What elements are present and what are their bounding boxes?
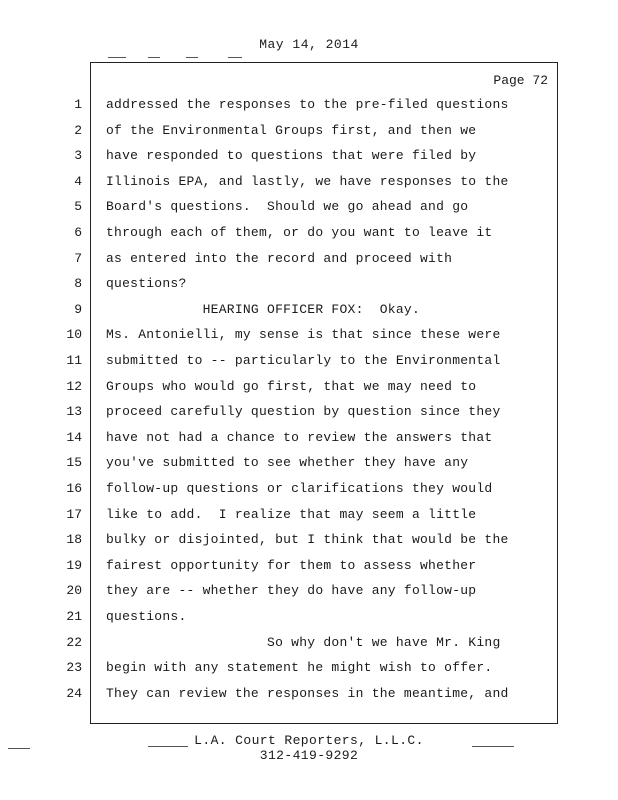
transcript-line: So why don't we have Mr. King: [106, 635, 501, 650]
line-number: 21: [66, 609, 82, 624]
scan-mark: [186, 57, 198, 58]
line-number: 15: [66, 455, 82, 470]
header-date: May 14, 2014: [259, 37, 359, 52]
transcript-line: bulky or disjointed, but I think that would be the: [106, 532, 509, 547]
line-number: 1: [74, 97, 82, 112]
transcript-line: follow-up questions or clarifications they would: [106, 481, 493, 496]
transcript-line: HEARING OFFICER FOX: Okay.: [106, 302, 420, 317]
transcript-line: Groups who would go first, that we may need to: [106, 379, 477, 394]
line-number: 2: [74, 123, 82, 138]
transcript-line: They can review the responses in the meantime, and: [106, 686, 509, 701]
scan-mark: [8, 748, 30, 749]
scan-mark: [472, 746, 514, 747]
transcript-line: through each of them, or do you want to leave it: [106, 225, 493, 240]
transcript-line: have not had a chance to review the answers that: [106, 430, 493, 445]
line-number: 6: [74, 225, 82, 240]
transcript-line: addressed the responses to the pre-filed questions: [106, 97, 509, 112]
transcript-line: Illinois EPA, and lastly, we have responses to the: [106, 174, 509, 189]
transcript-line: Ms. Antonielli, my sense is that since these were: [106, 327, 501, 342]
footer-reporter: L.A. Court Reporters, L.L.C.: [194, 733, 424, 748]
footer-phone: 312-419-9292: [259, 748, 359, 763]
scan-mark: [148, 746, 188, 747]
transcript-line: as entered into the record and proceed with: [106, 251, 453, 266]
line-number: 18: [66, 532, 82, 547]
line-number: 12: [66, 379, 82, 394]
transcript-line: questions.: [106, 609, 187, 624]
line-number: 22: [66, 635, 82, 650]
transcript-line: you've submitted to see whether they have any: [106, 455, 469, 470]
transcript-line: have responded to questions that were filed by: [106, 148, 477, 163]
line-number: 16: [66, 481, 82, 496]
line-number: 9: [74, 302, 82, 317]
line-number: 4: [74, 174, 82, 189]
transcript-line: Board's questions. Should we go ahead and go: [106, 199, 469, 214]
line-number: 5: [74, 199, 82, 214]
line-number: 7: [74, 251, 82, 266]
line-number: 11: [66, 353, 82, 368]
line-number: 17: [66, 507, 82, 522]
transcript-line: begin with any statement he might wish to offer.: [106, 660, 493, 675]
transcript-line: of the Environmental Groups first, and then we: [106, 123, 477, 138]
line-number: 23: [66, 660, 82, 675]
line-number: 24: [66, 686, 82, 701]
line-number: 10: [66, 327, 82, 342]
line-number: 14: [66, 430, 82, 445]
transcript-line: questions?: [106, 276, 187, 291]
line-number: 19: [66, 558, 82, 573]
transcript-line: like to add. I realize that may seem a little: [106, 507, 477, 522]
line-number: 3: [74, 148, 82, 163]
line-number: 8: [74, 276, 82, 291]
scan-mark: [148, 57, 160, 58]
transcript-line: submitted to -- particularly to the Environmental: [106, 353, 501, 368]
transcript-line: proceed carefully question by question since they: [106, 404, 501, 419]
scan-mark: [228, 57, 242, 58]
line-number: 13: [66, 404, 82, 419]
scan-mark: [108, 57, 126, 58]
transcript-line: fairest opportunity for them to assess whether: [106, 558, 477, 573]
line-number: 20: [66, 583, 82, 598]
transcript-line: they are -- whether they do have any follow-up: [106, 583, 477, 598]
page-number: Page 72: [493, 73, 548, 88]
